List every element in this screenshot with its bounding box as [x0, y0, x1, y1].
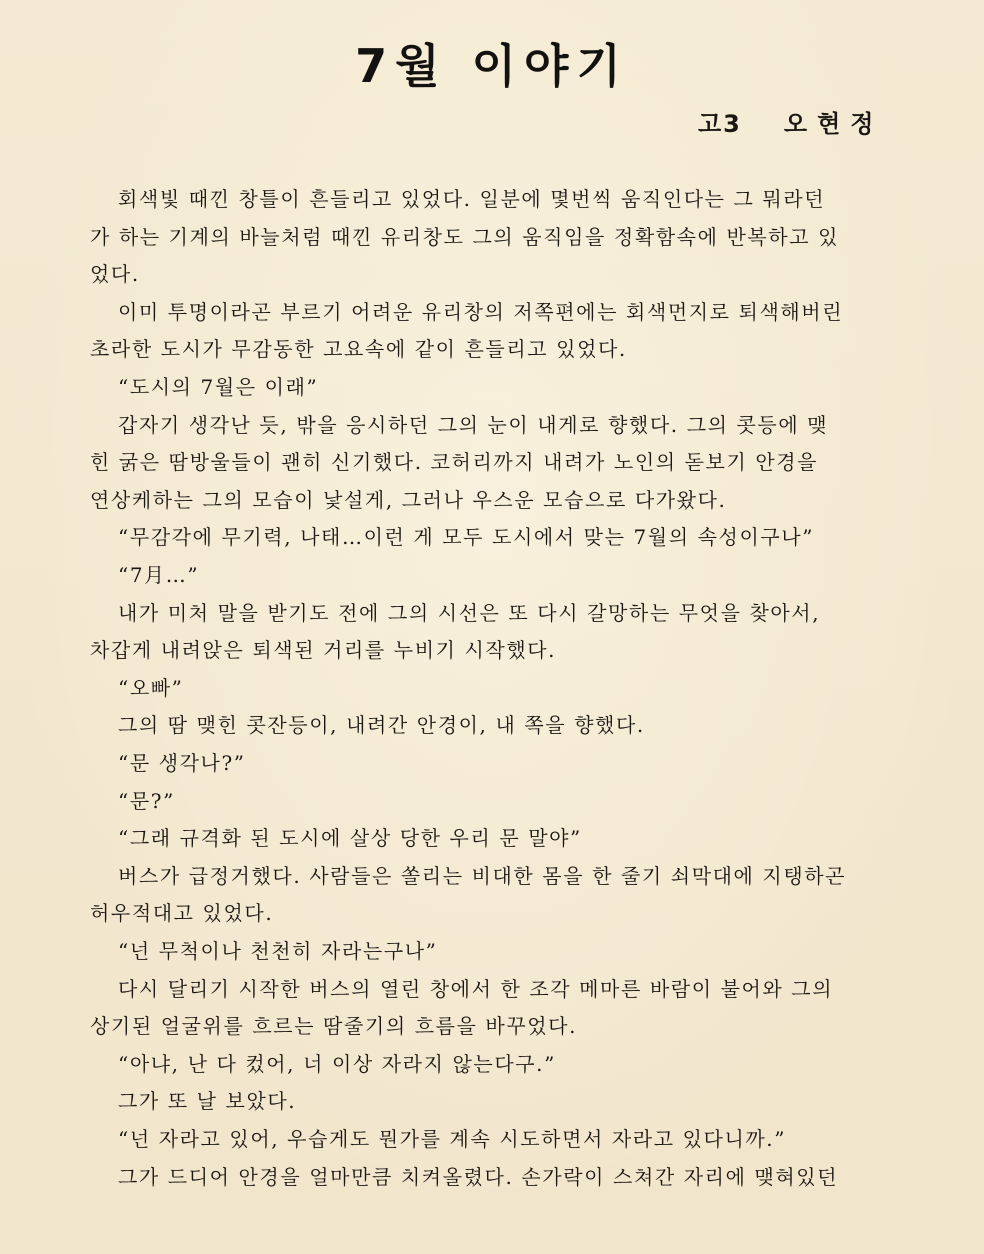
- text-line: 초라한 도시가 무감동한 고요속에 같이 흔들리고 있었다.: [90, 337, 627, 361]
- text-line: 내가 미처 말을 받기도 전에 그의 시선은 또 다시 갈망하는 무엇을 찾아서,: [118, 601, 821, 625]
- author-grade: 고3: [698, 110, 742, 138]
- text-line: 차갑게 내려앉은 퇴색된 거리를 누비기 시작했다.: [90, 638, 557, 662]
- text-line: 그가 또 날 보았다.: [118, 1089, 297, 1113]
- text-line: “무감각에 무기력, 나태…이런 게 모두 도시에서 맞는 7월의 속성이구나”: [118, 525, 815, 549]
- text-line: 그가 드디어 안경을 얼마만큼 치켜올렸다. 손가락이 스쳐간 자리에 맺혀있던: [118, 1165, 839, 1189]
- text-line: 갑자기 생각난 듯, 밖을 응시하던 그의 눈이 내게로 향했다. 그의 콧등에 맺: [118, 413, 829, 437]
- text-line: 상기된 얼굴위를 흐르는 땀줄기의 흐름을 바꾸었다.: [90, 1014, 578, 1038]
- text-line: “문 생각나?”: [118, 751, 246, 775]
- text-line: “넌 무척이나 천천히 자라는구나”: [118, 939, 438, 963]
- text-line: 허우적대고 있었다.: [90, 901, 274, 925]
- text-line: 가 하는 기계의 바늘처럼 때낀 유리창도 그의 움직임을 정확함속에 반복하고 있: [90, 225, 840, 249]
- text-line: “문?”: [118, 789, 175, 813]
- text-line: 버스가 급정거했다. 사람들은 쏠리는 비대한 몸을 한 줄기 쇠막대에 지탱하곤: [118, 864, 847, 888]
- author-name: 오현정: [783, 110, 884, 138]
- text-line: “넌 자라고 있어, 우습게도 뭔가를 계속 시도하면서 자라고 있다니까.”: [118, 1127, 787, 1151]
- text-line: “도시의 7월은 이래”: [118, 375, 319, 399]
- text-line: 연상케하는 그의 모습이 낯설게, 그러나 우스운 모습으로 다가왔다.: [90, 488, 727, 512]
- story-title: 7월 이야기: [355, 39, 629, 93]
- text-line: “그래 규격화 된 도시에 살상 당한 우리 문 말야”: [118, 826, 582, 850]
- text-line: 회색빛 때낀 창틀이 흔들리고 있었다. 일분에 몇번씩 움직인다는 그 뭐라던: [118, 187, 826, 211]
- text-line: 이미 투명이라곤 부르기 어려운 유리창의 저쪽편에는 회색먼지로 퇴색해버린: [118, 300, 844, 324]
- text-line: “아냐, 난 다 컸어, 너 이상 자라지 않는다구.”: [118, 1052, 556, 1076]
- text-line: 다시 달리기 시작한 버스의 열린 창에서 한 조각 메마른 바람이 불어와 그의: [118, 977, 834, 1001]
- text-line: 힌 굵은 땀방울들이 괜히 신기했다. 코허리까지 내려가 노인의 돋보기 안경을: [90, 450, 819, 474]
- text-line: “오빠”: [118, 676, 184, 700]
- text-line: 그의 땀 맺힌 콧잔등이, 내려간 안경이, 내 쪽을 향했다.: [118, 713, 645, 737]
- text-line: “7月…”: [118, 563, 200, 587]
- text-line: 었다.: [90, 262, 140, 286]
